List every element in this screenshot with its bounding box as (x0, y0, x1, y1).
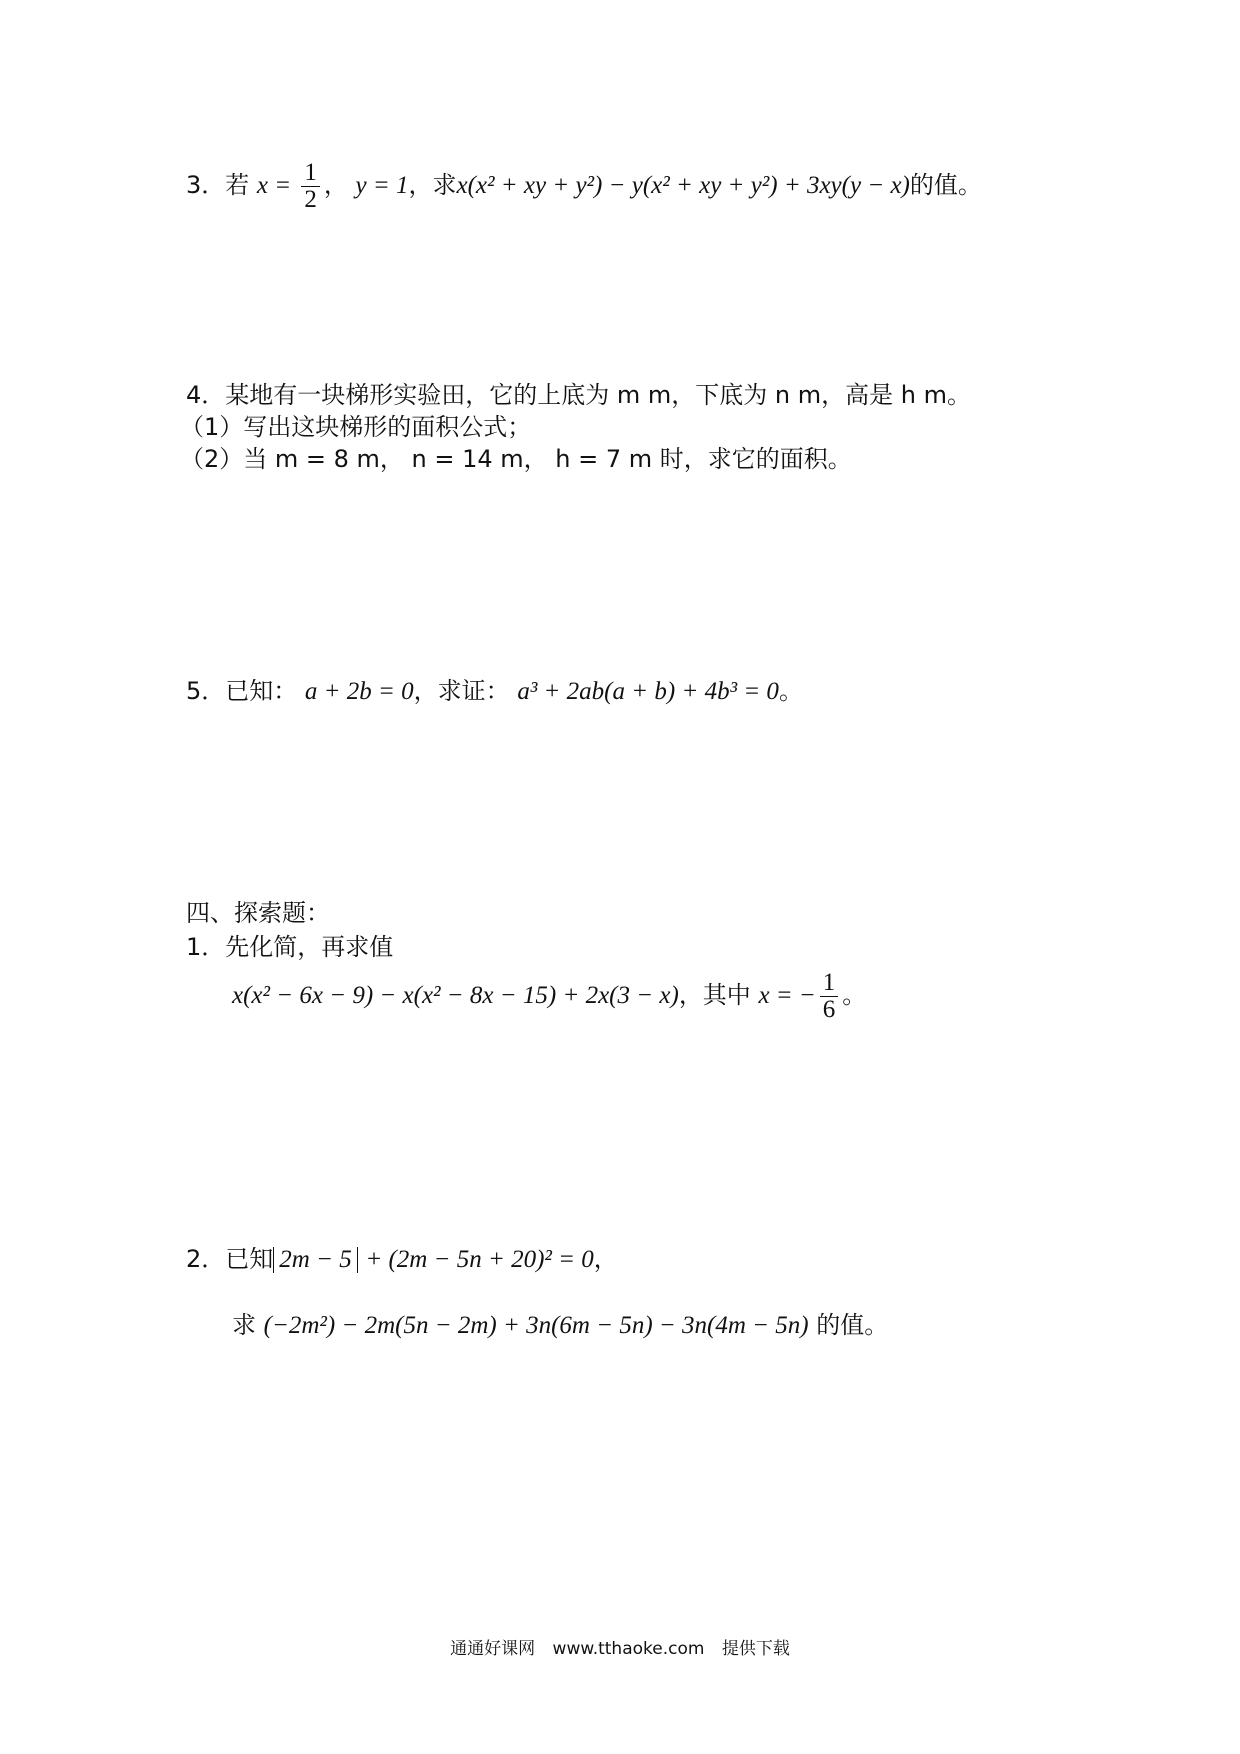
section-4-q2-ask (232, 1310, 888, 1341)
problem-5-prove: a³ + 2ab(a + b) + 4b³ = 0 (517, 678, 779, 705)
q1-suffix: 。 (842, 981, 867, 1009)
problem-3-expression: x(x² + xy + y²) − y(x² + xy + y²) + 3xy(y − x) (456, 172, 910, 199)
problem-3 (186, 160, 982, 213)
problem-5-suffix: 。 (778, 677, 803, 705)
q2-ask: 求 (232, 1311, 256, 1339)
problem-4-line-3: （2）当 m = 8 m， n = 14 m， h = 7 m 时，求它的面积。 (180, 445, 852, 473)
section-4-heading: 四、探索题： (186, 899, 330, 927)
section-4-q1-body (232, 970, 866, 1023)
q2-comma: ， (593, 1245, 618, 1273)
fraction-denominator: 6 (820, 996, 839, 1023)
problem-3-prefix: 若 (225, 171, 250, 199)
footer-site-name: 通通好课网 (450, 1639, 536, 1659)
problem-3-suffix: 的值。 (909, 171, 982, 199)
problem-3-y-eq: y = 1 (355, 172, 409, 199)
problem-3-sep: ， (323, 171, 348, 199)
q1-expression: x(x² − 6x − 9) − x(x² − 8x − 15) + 2x(3 − x) (232, 982, 679, 1009)
page-footer (0, 1634, 1240, 1659)
problem-5-number: 5．已知： (186, 677, 298, 705)
section-4-q1-title: 1．先化简，再求值 (186, 933, 394, 961)
section-4-q2-given (186, 1244, 618, 1275)
problem-4-line-2: （1）写出这块梯形的面积公式； (180, 413, 532, 441)
problem-4-line-1: 4．某地有一块梯形实验田，它的上底为 m m，下底为 n m，高是 h m。 (186, 381, 971, 409)
fraction-denominator: 2 (301, 186, 320, 213)
footer-note: 提供下载 (721, 1639, 790, 1659)
q1-fraction (820, 970, 839, 1023)
q2-absolute-value: 2m − 5 (273, 1247, 357, 1273)
fraction-numerator: 1 (304, 159, 317, 186)
problem-5-given: a + 2b = 0 (304, 678, 414, 705)
q2-rest: + (2m − 5n + 20)² = 0 (365, 1246, 594, 1273)
problem-3-fraction (301, 160, 320, 213)
problem-5-mid: ，求证： (413, 677, 510, 705)
q1-mid: ，其中 (678, 981, 751, 1009)
problem-5 (186, 676, 803, 707)
problem-3-number: 3． (186, 171, 226, 199)
q2-expression: (−2m²) − 2m(5n − 2m) + 3n(6m − 5n) − 3n(4m − 5n) (263, 1312, 809, 1339)
q2-suffix: 的值。 (816, 1311, 889, 1339)
q1-var: x = − (758, 982, 816, 1009)
footer-url: www.tthaoke.com (552, 1639, 705, 1659)
q2-prefix: 2．已知 (186, 1245, 274, 1273)
problem-3-mid: ，求 (408, 171, 457, 199)
fraction-numerator: 1 (822, 969, 836, 996)
problem-3-x-eq: x = (256, 172, 298, 199)
